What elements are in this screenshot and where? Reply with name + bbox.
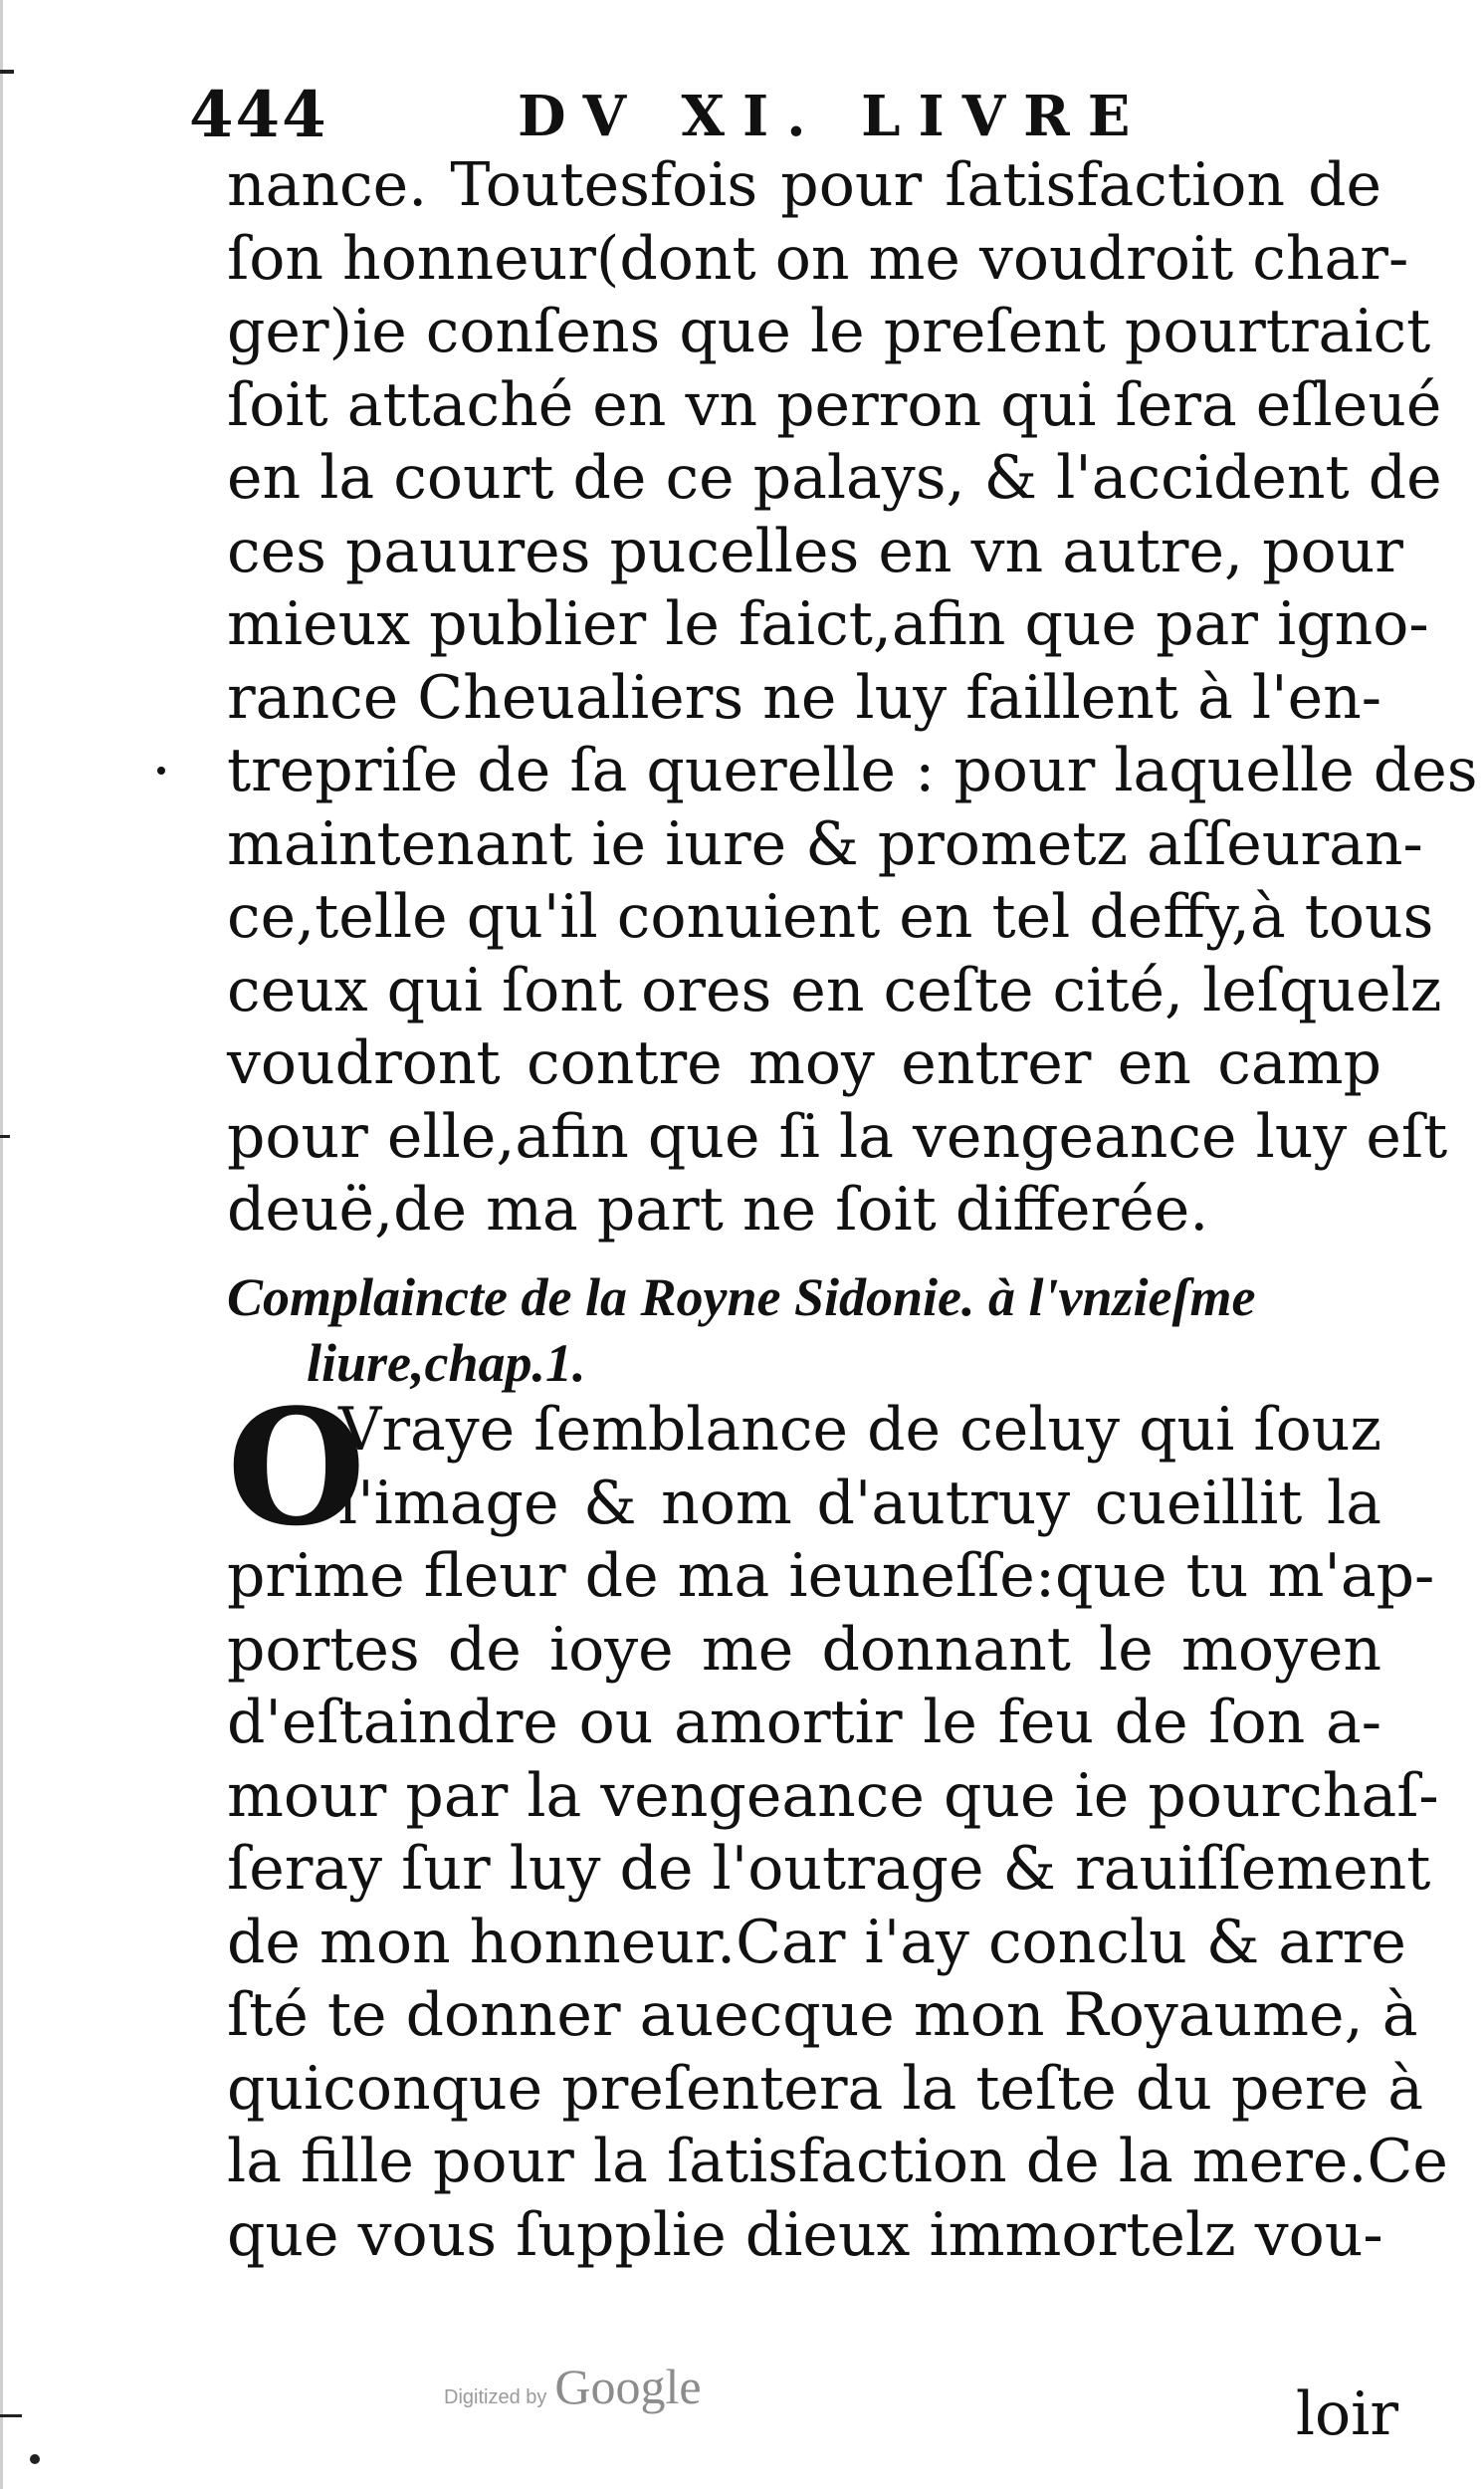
drop-cap: O: [227, 1374, 366, 1561]
text-line: voudront contre moy entrer en camp: [227, 1028, 1381, 1098]
heading-line: Complaincte de la Royne Sidonie. à l'vnzieſme: [227, 1267, 1256, 1327]
text-line: de mon honneur.Car i'ay conclu & arre: [227, 1907, 1406, 1977]
left-edge-mark: [0, 0, 3, 2489]
heading-line: liure,chap.1.: [307, 1333, 586, 1393]
text-line: nance. Toutesfois pour ſatisfaction de: [227, 150, 1381, 220]
left-edge-tick: [0, 1135, 10, 1138]
text-line: quiconque preſentera la teſte du pere à: [227, 2053, 1423, 2124]
text-line: ſeray ſur luy de l'outrage & rauiſſement: [227, 1834, 1431, 1904]
text-line: l'image & nom d'autruy cueillit la: [338, 1468, 1381, 1538]
text-line: en la court de ce palays, & l'accident de: [227, 443, 1442, 513]
digitized-by-label: Digitized by: [444, 2386, 547, 2408]
text-line: Vraye ſemblance de celuy qui ſouz: [338, 1395, 1381, 1465]
text-line: ſté te donner auecque mon Royaume, à: [227, 1980, 1418, 2050]
text-line: pour elle,afin que ſi la vengeance luy eſt: [227, 1101, 1448, 1172]
left-edge-tick: [0, 2414, 22, 2417]
running-head: DV XI. LIVRE: [518, 84, 1149, 149]
text-line: mour par la vengeance que ie pourchaſ-: [227, 1760, 1439, 1831]
text-line: maintenant ie iure & prometz aſſeuran-: [227, 808, 1423, 879]
margin-dot: [157, 767, 165, 775]
page-number: 444: [189, 78, 328, 152]
text-line: ger)ie conſens que le preſent pourtraict: [227, 297, 1431, 366]
left-edge-tick: [0, 70, 14, 74]
text-line: portes de ioye me donnant le moyen: [227, 1614, 1381, 1685]
section-heading: [227, 1264, 1381, 1396]
text-line: ſon honneur(dont on me voudroit char-: [227, 223, 1409, 294]
text-line: que vous ſupplie dieux immortelz vou-: [227, 2199, 1383, 2270]
google-logo: Google: [554, 2359, 702, 2414]
digitized-by-watermark: [444, 2358, 702, 2427]
text-line: rance Cheualiers ne luy faillent à l'en-: [227, 662, 1382, 733]
text-line: ceux qui ſont ores en ceſte cité, leſquelz: [227, 955, 1442, 1025]
text-line: ces pauures pucelles en vn autre, pour: [227, 516, 1403, 586]
text-line: trepriſe de ſa querelle : pour laquelle des: [227, 736, 1478, 805]
text-line: d'eſtaindre ou amortir le feu de ſon a-: [227, 1688, 1381, 1757]
text-line: la fille pour la ſatisfaction de la mere.Ce: [227, 2127, 1448, 2196]
text-line: prime fleur de ma ieuneſſe:que tu m'ap-: [227, 1541, 1435, 1611]
paragraph-2: [227, 1374, 1448, 2272]
text-line: deuë,de ma part ne ſoit differée.: [227, 1175, 1209, 1244]
left-edge-tick: [30, 2454, 40, 2464]
catchword: loir: [1295, 2379, 1398, 2449]
text-line: mieux publier le faict,afin que par igno-: [227, 589, 1429, 659]
paragraph-1: [227, 149, 1478, 1247]
text-line: ce,telle qu'il conuient en tel deffy,à tous: [227, 882, 1434, 952]
text-line: ſoit attaché en vn perron qui ſera eſleué: [227, 369, 1442, 440]
